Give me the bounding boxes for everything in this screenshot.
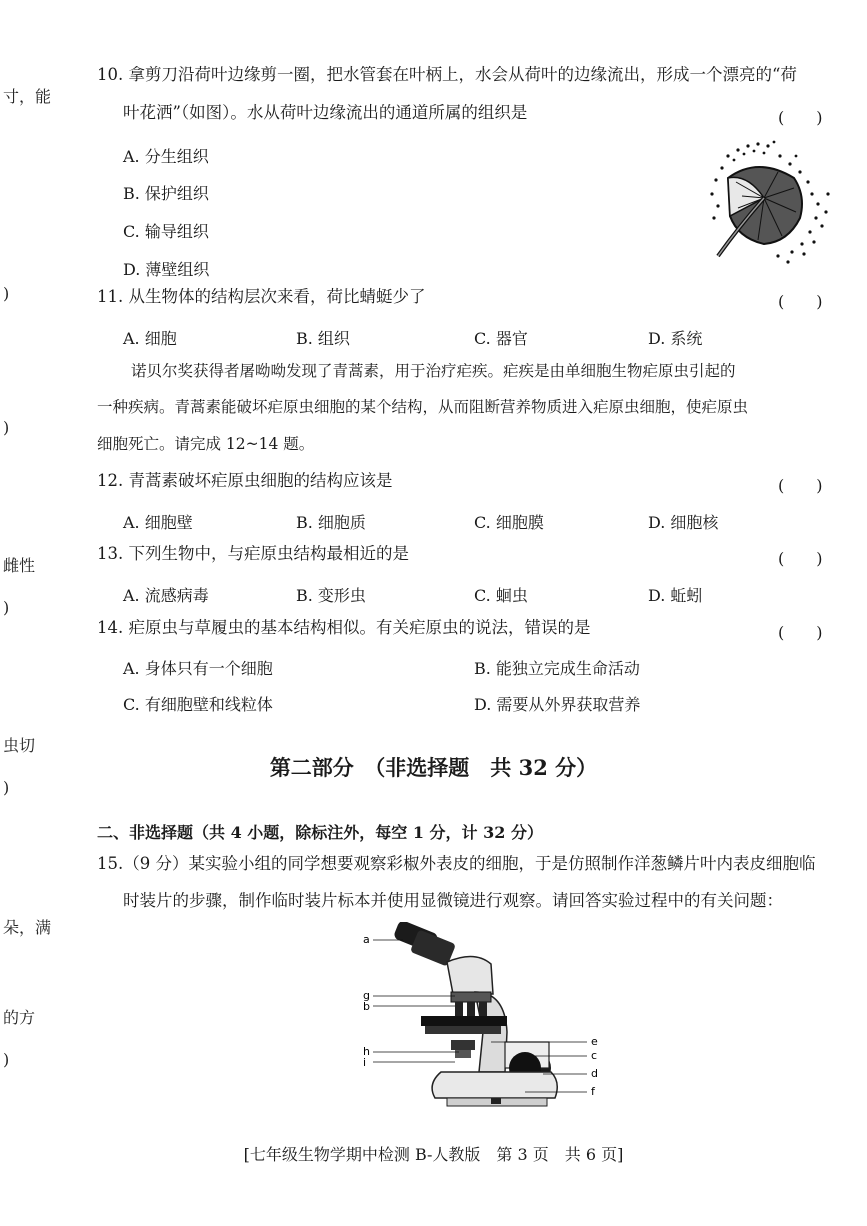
margin-fragment: ) [3, 284, 10, 303]
margin-fragment: 虫切 [3, 736, 36, 755]
q10-option-c[interactable]: C. 输导组织 [123, 222, 209, 241]
part2-title: 第二部分 （非选择题 共 32 分） [269, 755, 598, 780]
microscope-label-f: f [591, 1085, 595, 1098]
q12-stem: 12. 青蒿素破坏疟原虫细胞的结构应该是 [97, 471, 393, 490]
q13-option-c[interactable]: C. 蛔虫 [474, 586, 528, 605]
microscope-label-a: a [363, 933, 370, 946]
q15-stem-line1: 15.（9 分）某实验小组的同学想要观察彩椒外表皮的细胞，于是仿照制作洋葱鳞片叶内表皮细胞临 [97, 854, 816, 873]
q11-option-c[interactable]: C. 器官 [474, 329, 528, 348]
q10-stem-line1: 10. 拿剪刀沿荷叶边缘剪一圈，把水管套在叶柄上，水会从荷叶的边缘流出，形成一个漂亮的“荷 [97, 65, 797, 84]
microscope-diagram [355, 922, 605, 1114]
passage-line3: 细胞死亡。请完成 12~14 题。 [97, 435, 315, 453]
margin-fragment: 寸，能 [3, 87, 52, 106]
q14-option-c[interactable]: C. 有细胞壁和线粒体 [123, 695, 273, 714]
q12-option-a[interactable]: A. 细胞壁 [123, 513, 193, 532]
q11-stem: 11. 从生物体的结构层次来看，荷比蜻蜓少了 [97, 287, 426, 306]
microscope-label-i: i [363, 1056, 367, 1069]
q10-option-d[interactable]: D. 薄壁组织 [123, 260, 210, 279]
q13-option-b[interactable]: B. 变形虫 [296, 586, 366, 605]
q13-answer-blank[interactable]: ( ) [778, 549, 823, 568]
microscope-label-b: b [363, 1000, 370, 1013]
q15-stem-line2: 时装片的步骤，制作临时装片标本并使用显微镜进行观察。请回答实验过程中的有关问题： [123, 891, 783, 910]
lotus-leaf-shower-illustration [708, 138, 833, 270]
q14-answer-blank[interactable]: ( ) [778, 623, 823, 642]
microscope-label-g: g [363, 989, 370, 1002]
q11-answer-blank[interactable]: ( ) [778, 292, 823, 311]
passage-line2: 一种疾病。青蒿素能破坏疟原虫细胞的某个结构，从而阻断营养物质进入疟原虫细胞，使疟原虫 [97, 398, 749, 416]
q14-option-d[interactable]: D. 需要从外界获取营养 [474, 695, 641, 714]
microscope-label-e: e [591, 1035, 598, 1048]
margin-fragment: 雌性 [3, 556, 36, 575]
q12-answer-blank[interactable]: ( ) [778, 476, 823, 495]
q10-option-b[interactable]: B. 保护组织 [123, 184, 209, 203]
margin-fragment: ) [3, 1050, 10, 1069]
q12-option-c[interactable]: C. 细胞膜 [474, 513, 544, 532]
q14-option-a[interactable]: A. 身体只有一个细胞 [123, 659, 273, 678]
microscope-label-h: h [363, 1045, 370, 1058]
q12-option-b[interactable]: B. 细胞质 [296, 513, 366, 532]
q12-option-d[interactable]: D. 细胞核 [648, 513, 719, 532]
q11-option-b[interactable]: B. 组织 [296, 329, 350, 348]
part2-section-label: 二、非选择题（共 4 小题，除标注外，每空 1 分，计 32 分） [97, 823, 543, 842]
page-footer: [七年级生物学期中检测 B-人教版 第 3 页 共 6 页] [243, 1145, 624, 1164]
margin-fragment: ) [3, 598, 10, 617]
q11-option-d[interactable]: D. 系统 [648, 329, 703, 348]
q10-answer-blank[interactable]: ( ) [778, 108, 823, 127]
passage-line1: 诺贝尔奖获得者屠呦呦发现了青蒿素，用于治疗疟疾。疟疾是由单细胞生物疟原虫引起的 [131, 362, 736, 380]
margin-fragment: 的方 [3, 1008, 36, 1027]
margin-fragment: 朵，满 [3, 918, 52, 937]
q10-stem-line2: 叶花洒”（如图）。水从荷叶边缘流出的通道所属的组织是 [123, 103, 528, 122]
q11-option-a[interactable]: A. 细胞 [123, 329, 177, 348]
microscope-label-c: c [591, 1049, 598, 1062]
q10-option-a[interactable]: A. 分生组织 [123, 147, 209, 166]
margin-fragment: ) [3, 418, 10, 437]
q14-option-b[interactable]: B. 能独立完成生命活动 [474, 659, 640, 678]
q13-option-d[interactable]: D. 蚯蚓 [648, 586, 703, 605]
microscope-label-d: d [591, 1067, 598, 1080]
margin-fragment: ) [3, 778, 10, 797]
q14-stem: 14. 疟原虫与草履虫的基本结构相似。有关疟原虫的说法，错误的是 [97, 618, 591, 637]
q13-stem: 13. 下列生物中，与疟原虫结构最相近的是 [97, 544, 409, 563]
q13-option-a[interactable]: A. 流感病毒 [123, 586, 209, 605]
